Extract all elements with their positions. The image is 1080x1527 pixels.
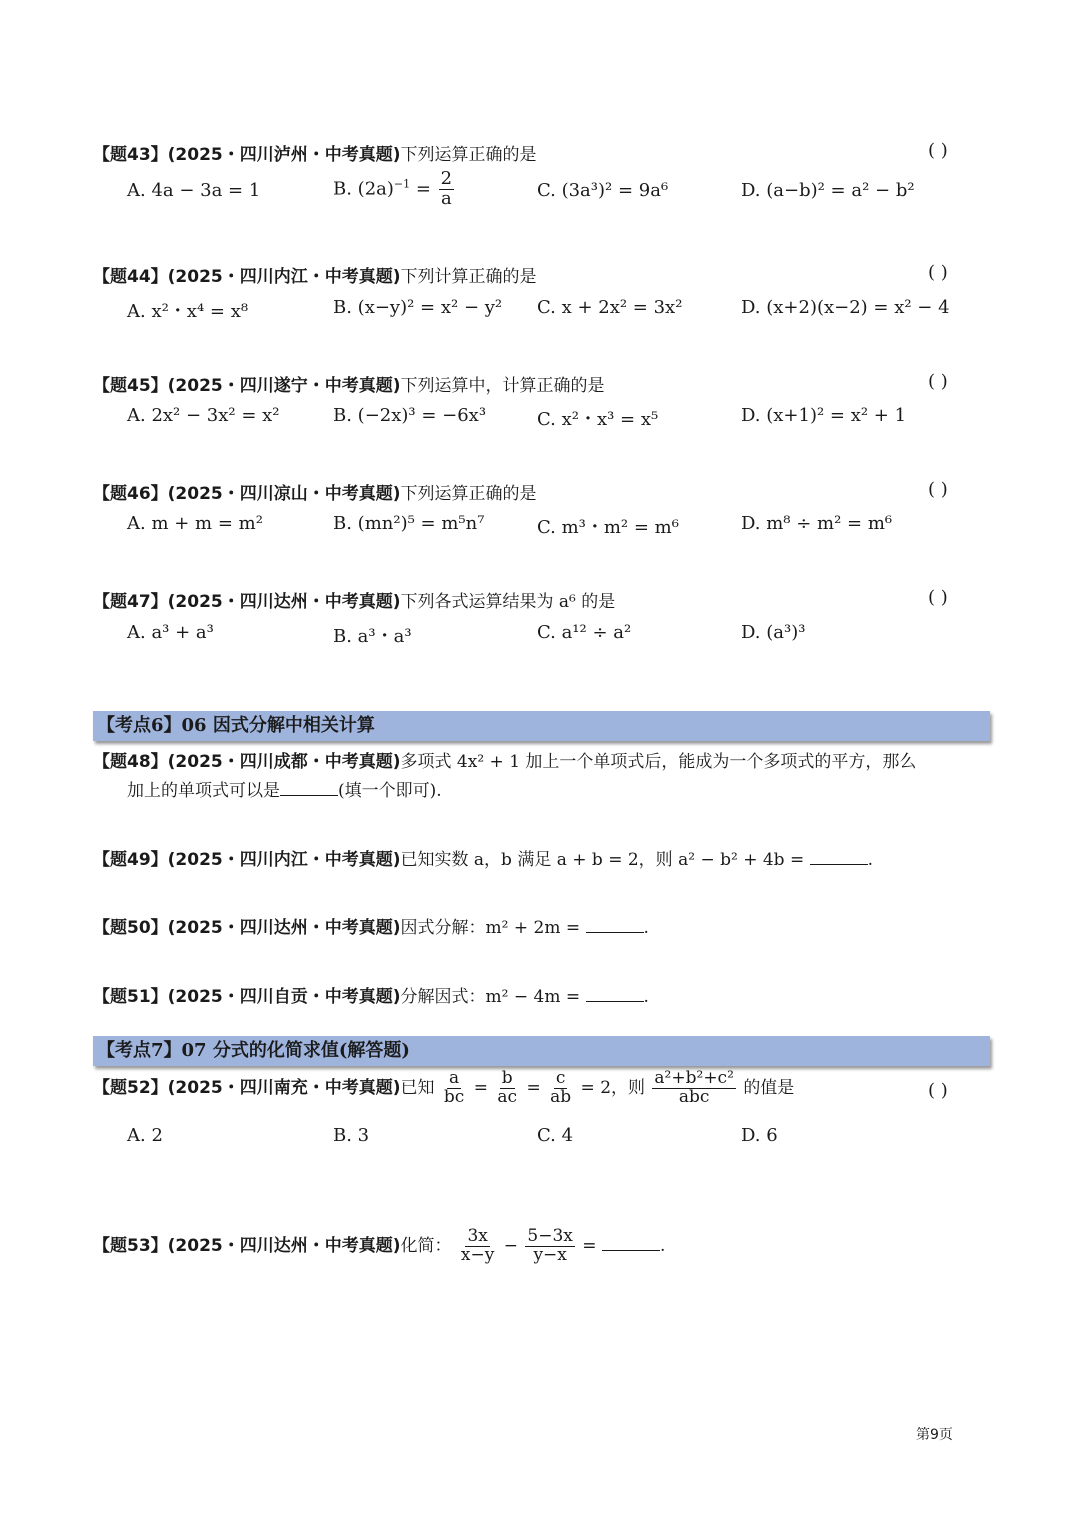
question-43-option-d: D. (a−b)² = a² − b² [741, 180, 915, 201]
question-47-stem [93, 587, 615, 612]
answer-blank[interactable] [810, 850, 868, 865]
question-47-option-a: A. a³ + a³ [127, 622, 214, 643]
question-46-option-c: C. m³・m² = m⁶ [537, 517, 679, 538]
question-45-option-d: D. (x+1)² = x² + 1 [741, 405, 907, 426]
question-50-text: 因式分解：m² + 2m = [400, 918, 586, 938]
question-45-option-a: A. 2x² − 3x² = x² [127, 405, 280, 426]
question-45-answer-bracket: ( ) [928, 371, 948, 392]
question-46-option-d: D. m⁸ ÷ m² = m⁶ [741, 513, 893, 534]
question-50-tag: 【题50】(2025・四川达州・中考真题) [93, 918, 401, 938]
fraction: $\frac{b}{ac}$ [497, 1068, 518, 1107]
question-46-text: 下列运算正确的是 [400, 484, 537, 504]
question-52-tag: 【题52】(2025・四川南充・中考真题) [93, 1077, 401, 1098]
question-44-stem [93, 262, 537, 287]
question-46-answer-bracket: ( ) [928, 479, 948, 500]
page-number: 第9页 [916, 1427, 953, 1443]
question-53-stem: 【题53】(2025・四川达州・中考真题)化简： $\frac{3x}{x-y}$ − $\frac{5-3x}{y-x}$ = . [93, 1226, 666, 1265]
question-46-option-b: B. (mn²)⁵ = m⁵n⁷ [333, 513, 485, 534]
question-49-tag: 【题49】(2025・四川内江・中考真题) [93, 850, 401, 870]
question-47-tag: 【题47】(2025・四川达州・中考真题) [93, 592, 401, 612]
question-48-stem [93, 747, 916, 772]
answer-blank[interactable] [280, 781, 338, 796]
question-44-option-b: B. (x−y)² = x² − y² [333, 297, 503, 318]
question-45-text: 下列运算中，计算正确的是 [400, 376, 605, 396]
fraction: $\frac{5-3x}{y-x}$ [527, 1226, 573, 1265]
question-47-option-d: D. (a³)³ [741, 622, 806, 643]
question-47-text: 下列各式运算结果为 a⁶ 的是 [400, 592, 616, 612]
question-43-option-a: A. 4a − 3a = 1 [127, 180, 261, 201]
question-47-answer-bracket: ( ) [928, 587, 948, 608]
question-43-stem [93, 140, 537, 165]
question-47-option-b: B. a³・a³ [333, 626, 412, 647]
question-48-text: 多项式 4x² + 1 加上一个单项式后，能成为一个多项式的平方，那么 [400, 752, 917, 772]
question-44-option-a: A. x²・x⁴ = x⁸ [127, 301, 249, 322]
question-52-answer-bracket: ( ) [928, 1080, 948, 1101]
question-46-stem [93, 479, 537, 504]
question-43-answer-bracket: ( ) [928, 140, 948, 161]
question-52-option-a: A. 2 [127, 1125, 163, 1146]
question-52-option-d: D. 6 [741, 1125, 778, 1146]
question-45-tag: 【题45】(2025・四川遂宁・中考真题) [93, 376, 401, 396]
question-46-option-a: A. m + m = m² [127, 513, 263, 534]
question-46-tag: 【题46】(2025・四川凉山・中考真题) [93, 484, 401, 504]
fraction: $\frac{a}{bc}$ [443, 1068, 465, 1107]
question-52-stem: 【题52】(2025・四川南充・中考真题)已知 $\frac{a}{bc}$ = $\frac{b}{ac}$ = $\frac{c}{ab}$ = 2，则 $\frac{\text{a²+b²+c²}}{\text{abc}}$ 的值是 [93, 1068, 795, 1107]
answer-blank[interactable] [586, 918, 644, 933]
fraction: $\frac{\text{a²+b²+c²}}{\text{abc}}$ [654, 1068, 734, 1107]
question-45-option-c: C. x²・x³ = x⁵ [537, 409, 659, 430]
question-51-tag: 【题51】(2025・四川自贡・中考真题) [93, 987, 401, 1007]
question-52-option-c: C. 4 [537, 1125, 574, 1146]
question-51-text: 分解因式：m² − 4m = [400, 987, 586, 1007]
question-49-text: 已知实数 a，b 满足 a + b = 2，则 a² − b² + 4b = [400, 850, 810, 870]
answer-blank[interactable] [602, 1236, 660, 1251]
question-47-option-c: C. a¹² ÷ a² [537, 622, 632, 643]
question-43-text: 下列运算正确的是 [400, 145, 537, 165]
question-53-tag: 【题53】(2025・四川达州・中考真题) [93, 1235, 401, 1256]
fraction: $\frac{c}{ab}$ [550, 1068, 572, 1107]
answer-blank[interactable] [586, 987, 644, 1002]
fraction: $\frac{3x}{x-y}$ [460, 1226, 495, 1265]
section-header-6: 【考点6】06 因式分解中相关计算 [93, 711, 990, 741]
question-45-option-b: B. (−2x)³ = −6x³ [333, 405, 487, 426]
question-44-option-d: D. (x+2)(x−2) = x² − 4 [741, 297, 950, 318]
section-header-7: 【考点7】07 分式的化简求值(解答题) [93, 1036, 990, 1066]
question-52-option-b: B. 3 [333, 1125, 370, 1146]
question-43-tag: 【题43】(2025・四川泸州・中考真题) [93, 145, 401, 165]
question-45-stem [93, 371, 605, 396]
question-48-tag: 【题48】(2025・四川成都・中考真题) [93, 752, 401, 772]
fraction: $\frac{2}{a}$ [440, 168, 453, 209]
question-44-option-c: C. x + 2x² = 3x² [537, 297, 683, 318]
question-51-stem: 【题51】(2025・四川自贡・中考真题)分解因式：m² − 4m = . [93, 987, 649, 1007]
question-43-option-c: C. (3a³)² = 9a⁶ [537, 180, 669, 201]
question-44-tag: 【题44】(2025・四川内江・中考真题) [93, 267, 401, 287]
question-44-text: 下列计算正确的是 [400, 267, 537, 287]
question-43-option-b: B. $(2a)^{-1}$ = $\frac{2}{a}$ [333, 168, 453, 209]
question-44-answer-bracket: ( ) [928, 262, 948, 283]
question-50-stem: 【题50】(2025・四川达州・中考真题)因式分解：m² + 2m = . [93, 918, 649, 938]
question-49-stem: 【题49】(2025・四川内江・中考真题)已知实数 a，b 满足 a + b = 2，则 a² − b² + 4b = . [93, 850, 873, 870]
question-48-stem-line-2: 加上的单项式可以是 (填一个即可). [127, 781, 442, 801]
